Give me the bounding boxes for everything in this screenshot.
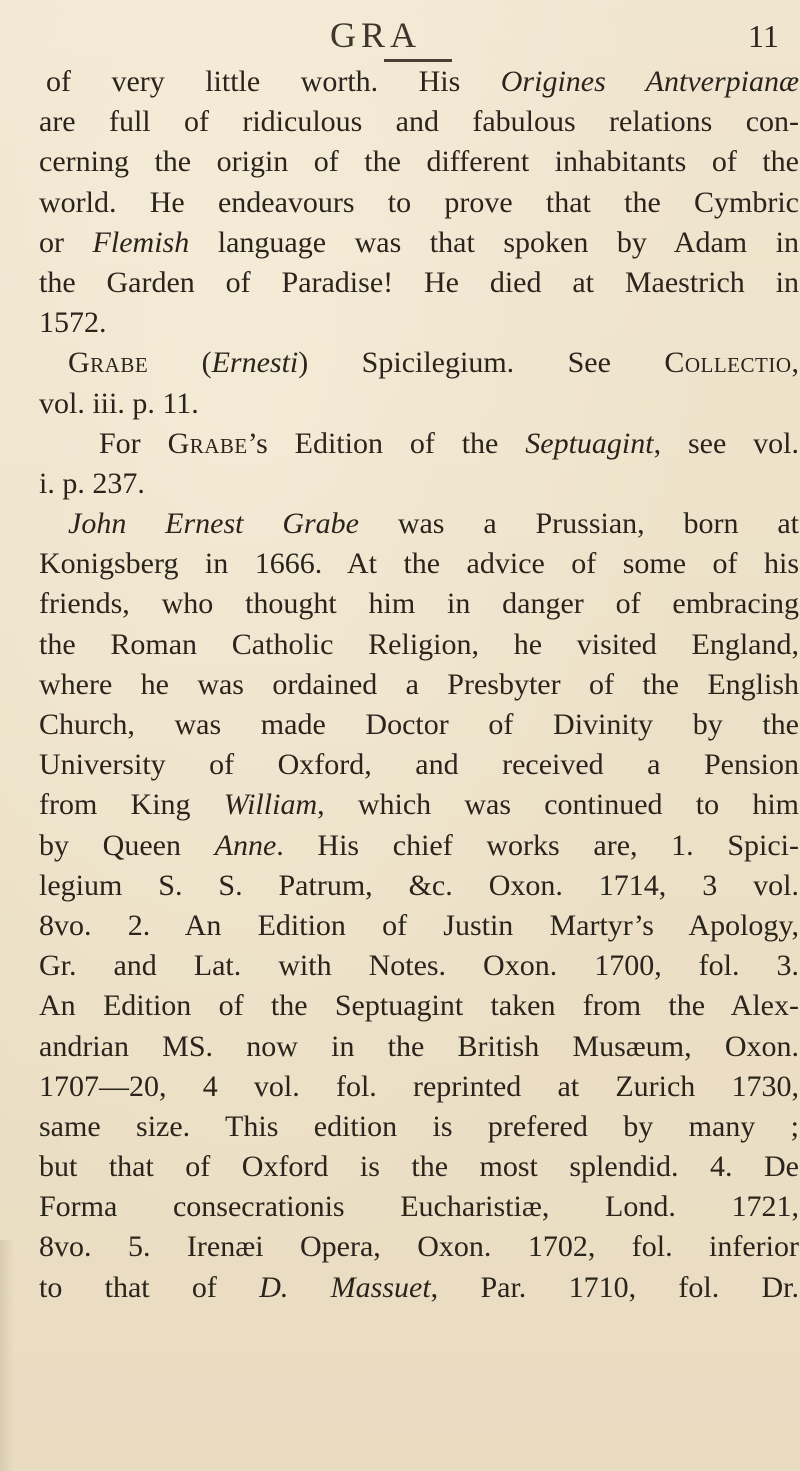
text-line [39, 584, 799, 624]
text-line [39, 384, 799, 424]
text-run: Flemish [92, 225, 190, 259]
text-run: , which was continued to him [317, 788, 799, 822]
text-run: . His chief works are, 1. Spici- [276, 828, 799, 862]
text-run: D. Massuet [259, 1270, 431, 1304]
running-title: GRA [330, 15, 422, 55]
text-line [39, 745, 799, 785]
text-run: Collectio [664, 346, 792, 380]
text-line [39, 343, 799, 383]
text-line [39, 142, 799, 182]
text-run: Anne [214, 828, 277, 862]
text-line [39, 1187, 799, 1227]
text-run: ) Spicilegium. See [298, 346, 665, 380]
text-line [39, 625, 799, 665]
text-line [39, 665, 799, 705]
text-line [39, 906, 799, 946]
running-head [0, 14, 800, 54]
text-run: legium S. S. Patrum, &c. Oxon. 1714, 3 vol. [39, 868, 799, 902]
text-run: vol. iii. p. 11. [39, 386, 199, 420]
text-line [39, 1268, 799, 1308]
text-run: cerning the origin of the different inhabitants of the [39, 145, 799, 179]
text-line [39, 303, 799, 343]
text-line [39, 102, 799, 142]
page-edge-shadow [0, 1240, 14, 1471]
text-run: of very little worth. His [46, 65, 501, 98]
text-run: andrian MS. now in the British Musæum, Oxon. [39, 1029, 799, 1063]
text-run: 1572. [39, 306, 107, 340]
text-line [39, 1067, 799, 1107]
text-line [39, 544, 799, 584]
text-line [39, 183, 799, 223]
text-line [39, 504, 799, 544]
text-run: language was that spoken by Adam in [189, 225, 799, 259]
text-run: William [223, 788, 318, 822]
text-line [39, 263, 799, 303]
text-line [39, 866, 799, 906]
text-run: by Queen [39, 828, 215, 862]
text-line [39, 464, 799, 504]
text-line [39, 826, 799, 866]
text-run: to that of [39, 1270, 260, 1304]
text-run: from King [39, 788, 224, 822]
text-run: Septuagint [525, 426, 654, 460]
text-run: For [99, 426, 168, 460]
text-line [39, 986, 799, 1026]
text-line [39, 1027, 799, 1067]
text-run: the Garden of Paradise! He died at Maestrich in [39, 265, 799, 299]
text-run: was a Prussian, born at [358, 507, 799, 541]
text-line [39, 223, 799, 263]
text-run: Gr. and Lat. with Notes. Oxon. 1700, fol. 3. [39, 949, 799, 983]
text-run: but that of Oxford is the most splendid. 4. De [39, 1150, 799, 1184]
text-run: , see vol. [653, 426, 800, 460]
text-run: 1707—20, 4 vol. fol. reprinted at Zurich 1730, [39, 1069, 799, 1103]
text-run: or [39, 225, 93, 259]
text-run: Grabe [167, 426, 248, 460]
text-run: Church, was made Doctor of Divinity by the [39, 708, 799, 741]
text-run: , [791, 346, 799, 380]
text-run: friends, who thought him in danger of embracing [39, 587, 799, 621]
text-run: University of Oxford, and received a Pension [39, 748, 799, 782]
text-line [39, 785, 799, 825]
text-run: Grabe [68, 346, 149, 380]
text-run: ’s Edition of the [247, 426, 526, 460]
text-run: same size. This edition is prefered by many ; [39, 1109, 799, 1143]
text-run: An Edition of the Septuagint taken from the Alex- [39, 989, 799, 1023]
text-run: 8vo. 5. Irenæi Opera, Oxon. 1702, fol. inferior [39, 1230, 799, 1264]
text-run: where he was ordained a Presbyter of the English [39, 667, 799, 701]
text-run: Konigsberg in 1666. At the advice of some of his [39, 547, 799, 581]
body-text [39, 62, 799, 1308]
text-run: are full of ridiculous and fabulous relations con- [39, 105, 799, 139]
text-run: Forma consecrationis Eucharistiæ, Lond. 1721, [39, 1190, 799, 1224]
text-line [39, 1227, 799, 1267]
text-run: ( [148, 346, 212, 380]
text-line [39, 946, 799, 986]
text-line [39, 1107, 799, 1147]
text-run: the Roman Catholic Religion, he visited England, [39, 627, 799, 661]
text-run: , Par. 1710, fol. Dr. [430, 1270, 799, 1304]
text-line [39, 62, 799, 102]
text-run: i. p. 237. [39, 466, 145, 500]
text-run: Ernesti [211, 346, 299, 380]
text-run: John Ernest Grabe [68, 507, 359, 541]
page-number: 11 [748, 18, 779, 54]
text-line [39, 1147, 799, 1187]
text-run: world. He endeavours to prove that the Cymbric [39, 185, 799, 219]
text-run: 8vo. 2. An Edition of Justin Martyr’s Apology, [39, 908, 799, 942]
text-line [39, 705, 799, 745]
text-line [39, 424, 799, 464]
text-run: Origines Antverpianæ [500, 65, 799, 98]
